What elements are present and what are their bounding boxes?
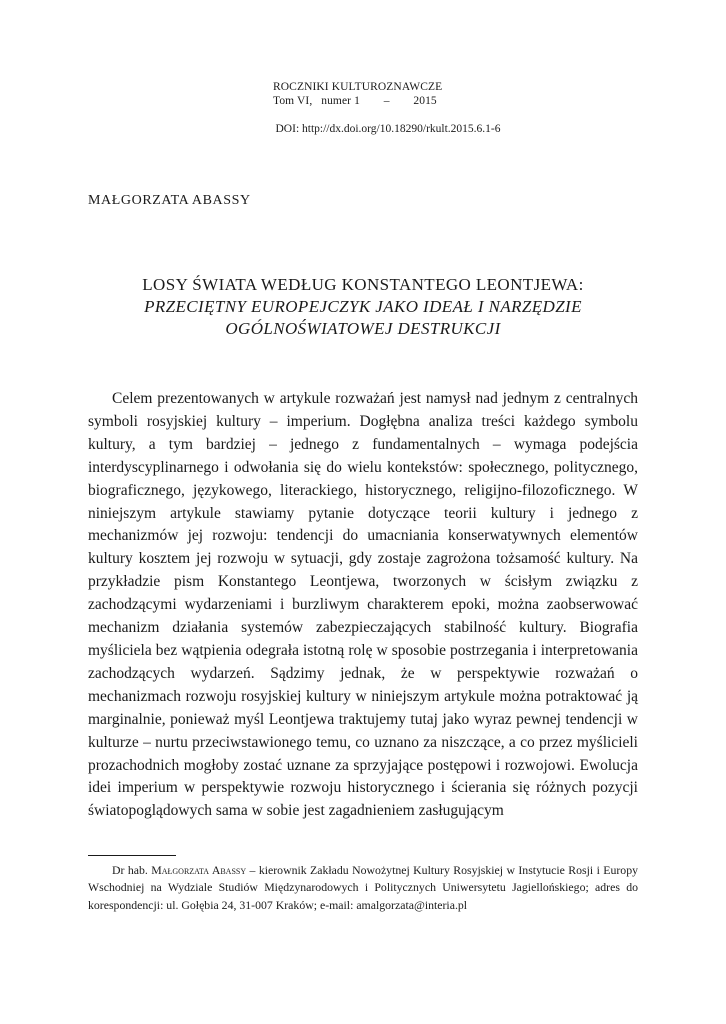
- article-title: [88, 274, 638, 340]
- footnote-author-name: Małgorzata Abassy: [151, 863, 247, 877]
- title-sub-line-2: OGÓLNOŚWIATOWEJ DESTRUKCJI: [225, 319, 501, 338]
- volume-line: Tom VI, numer 1 – 2015: [273, 95, 437, 107]
- journal-name: ROCZNIKI KULTUROZNAWCZE: [273, 81, 443, 93]
- footnote-prefix: Dr hab.: [112, 863, 152, 877]
- author-footnote: [88, 862, 638, 914]
- footnote-affiliation: – kierownik Zakładu Nowożytnej Kultury Rosyjskiej w Instytucie Rosji i Europy Wschodniej na Wydziale Studiów Międzynarodowych i Politycznych Uniwersytetu Jagiellońskiego; adres do korespondencji: ul. Gołębia 24, 31-007 Kraków; e-mail: amalgorzata@interia.pl: [88, 863, 639, 912]
- abstract-paragraph: Celem prezentowanych w artykule rozważań jest namysł nad jednym z centralnych symboli rosyjskiej kultury – imperium. Dogłębna analiza treści każdego symbolu kultury, a tym bardziej – jednego z fundamentalnych – wymaga podejścia interdyscyplinarnego i odwołania się do wielu kontekstów: społecznego, politycznego, biograficznego, językowego, literackiego, historycznego, religijno-filozoficznego. W niniejszym artykule stawiamy pytanie dotyczące teorii kultury i jednego z mechanizmów jej rozwoju: tendencji do umacniania konserwatywnych elementów kultury kosztem jej rozwoju w sytuacji, gdy zostaje zagrożona tożsamość kultury. Na przykładzie pism Konstantego Leontjewa, tworzonych w ścisłym związku z zachodzącymi wydarzeniami i burzliwym charakterem epoki, można zaobserwować mechanizm działania systemów zabezpieczających stabilność kultury. Biografia myśliciela bez wątpienia odegrała istotną rolę w sposobie postrzegania i interpretowania zachodzących wydarzeń. Sądzimy jednak, że w perspektywie rozważań o mechanizmach rozwoju rosyjskiej kultury w niniejszym artykule można potraktować ją marginalnie, ponieważ myśl Leontjewa traktujemy tutaj jako wyraz pewnej tendencji w kulturze – nurtu przeciwstawionego temu, co uznano za niszczące, a co przez myślicieli prozachodnich mogłoby zostać uznane za sprzyjające postępowi i rozwojowi. Ewolucja idei imperium w perspektywie rozwoju historycznego i ścierania się różnych pozycji światopoglądowych sama w sobie jest zagadnieniem zasługującym: [88, 390, 638, 820]
- title-sub-line-1: PRZECIĘTNY EUROPEJCZYK JAKO IDEAŁ I NARZĘDZIE: [144, 297, 582, 316]
- title-main: LOSY ŚWIATA WEDŁUG KONSTANTEGO LEONTJEWA:: [142, 275, 584, 294]
- doi-line[interactable]: DOI: http://dx.doi.org/10.18290/rkult.2015.6.1-6: [275, 123, 501, 135]
- author-name: MAŁGORZATA ABASSY: [88, 193, 251, 208]
- footnote-divider: [88, 855, 176, 856]
- journal-header: [273, 80, 442, 108]
